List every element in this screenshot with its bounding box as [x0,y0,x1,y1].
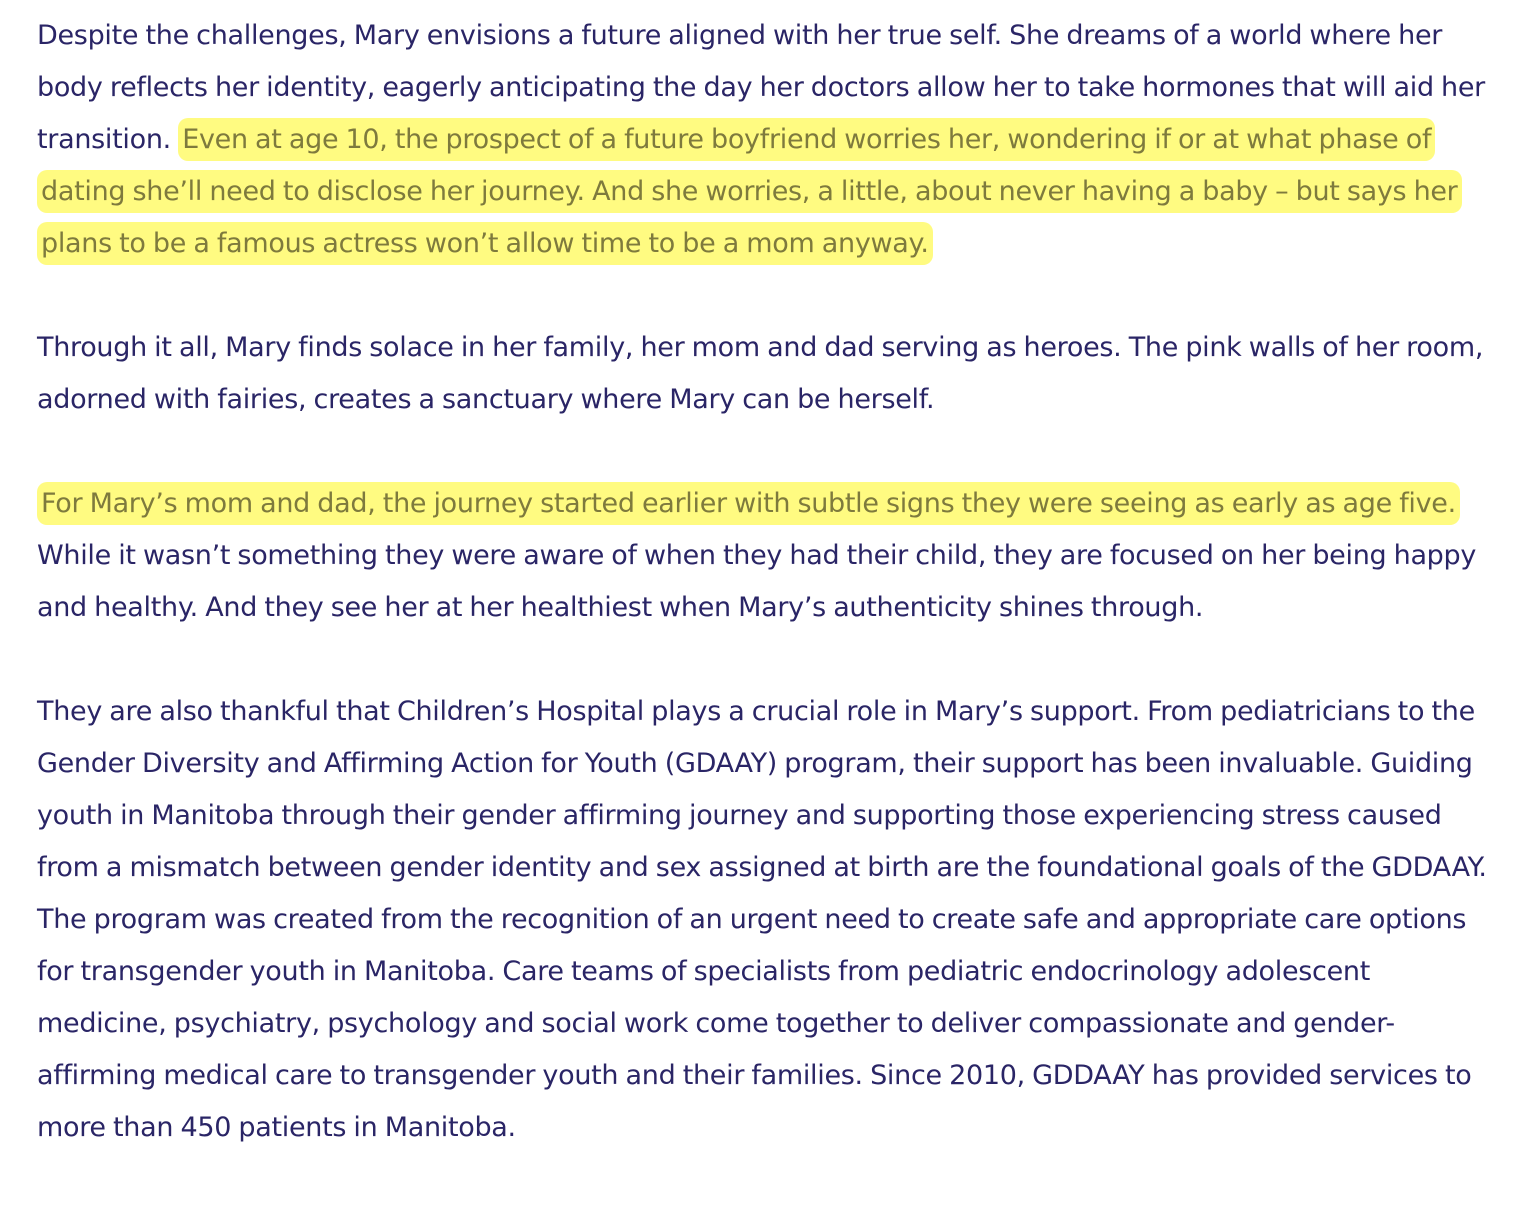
paragraph-text: Through it all, Mary finds solace in her family, her mom and dad serving as heroes. The pink walls of her room, adorned with fairies, creates a sanctuary where Mary can be herself. [37,332,1484,415]
highlighted-passage: For Mary’s mom and dad, the journey started earlier with subtle signs they were seeing as early as age five. [37,482,1460,525]
paragraph-future [37,10,1499,270]
paragraph-text: Despite the challenges, Mary envisions a future aligned with her true self. She dreams of a world where her body reflects her identity, eagerly anticipating the day her doctors allow her to take hormones that will aid her transition. [37,20,1485,155]
article-body [37,10,1499,1206]
paragraph-parents [37,478,1499,634]
paragraph-text: They are also thankful that Children’s Hospital plays a crucial role in Mary’s support. From pediatricians to the Gender Diversity and Affirming Action for Youth (GDAAY) program, their support has been invaluable. Guiding youth in Manitoba through their gender affirming journey and supporting those experiencing stress caused from a mismatch between gender identity and sex assigned at birth are the foundational goals of the GDDAAY. The program was created from the recognition of an urgent need to create safe and appropriate care options for transgender youth in Manitoba. Care teams of specialists from pediatric endocrinology adolescent medicine, psychiatry, psychology and social work come together to deliver compassionate and gender-affirming medical care to transgender youth and their families. Since 2010, GDDAAY has provided services to more than 450 patients in Manitoba. [37,696,1487,1143]
paragraph-text: While it wasn’t something they were aware of when they had their child, they are focused on her being happy and healthy. And they see her at her healthiest when Mary’s authenticity shines through. [37,540,1477,623]
paragraph-family [37,322,1499,426]
highlighted-passage: Even at age 10, the prospect of a future boyfriend worries her, wondering if or at what phase of dating she’ll need to disclose her journey. And she worries, a little, about never having a baby – but says her plans to be a famous actress won’t allow time to be a mom anyway. [37,118,1462,265]
paragraph-hospital [37,686,1499,1154]
